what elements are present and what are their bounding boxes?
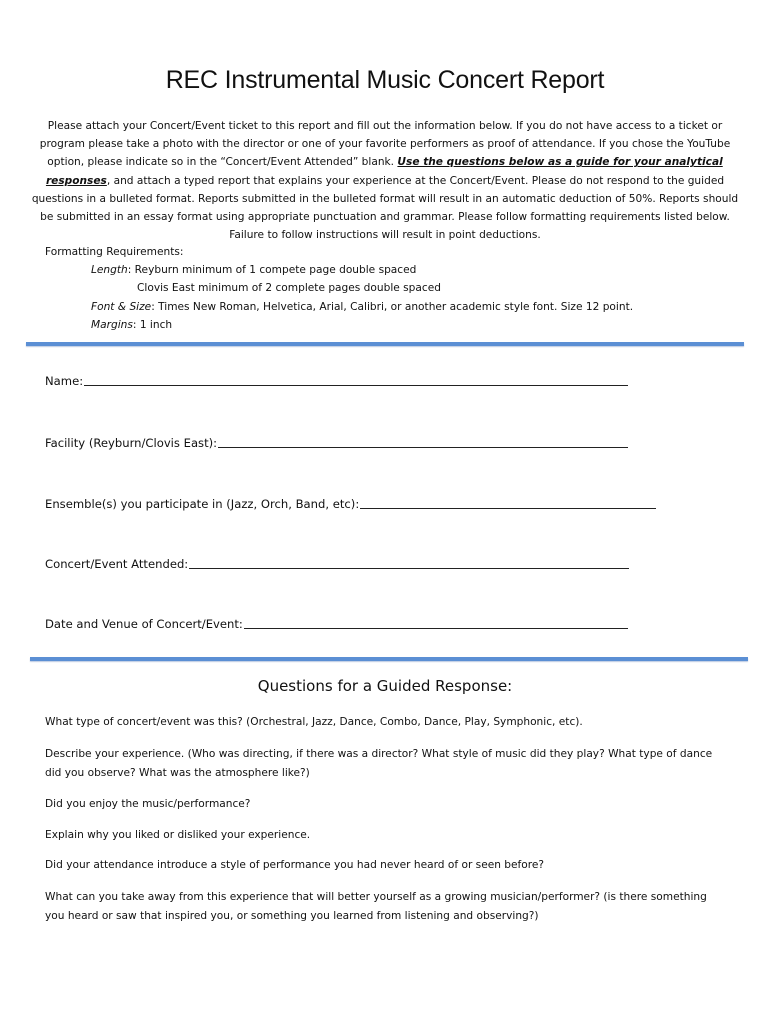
- font-label: Font & Size: [91, 300, 152, 313]
- font-text: : Times New Roman, Helvetica, Arial, Calibri, or another academic style font. Size 12 point.: [151, 300, 634, 313]
- length-label: Length: [91, 264, 128, 277]
- margins-text: : 1 inch: [132, 318, 173, 331]
- question-2: Describe your experience. (Who was directing, if there was a director? What style of music did they play? What type of dance did you observe? What was the atmosphere like?): [45, 748, 713, 779]
- length-requirement: [45, 261, 633, 279]
- formatting-requirements: [45, 243, 633, 334]
- facility-field[interactable]: [45, 436, 628, 450]
- page-title: REC Instrumental Music Concert Report: [165, 66, 605, 94]
- question-5: Did your attendance introduce a style of performance you had never heard of or seen before?: [45, 859, 545, 871]
- divider-bottom: [30, 657, 748, 661]
- name-blank[interactable]: [84, 374, 628, 386]
- date-venue-label: Date and Venue of Concert/Event:: [45, 617, 243, 631]
- question-3: Did you enjoy the music/performance?: [45, 798, 251, 810]
- event-attended-blank[interactable]: [189, 557, 629, 569]
- instructions-text-1: Please attach your Concert/Event ticket to this report and fill out the information below. If you do not have access to a ticket or program please take a photo with the director or one of your favorite performers as proof of attendance. If you chose the YouTube option, please indicate so in the “Concert/Event Attended” blank.: [39, 120, 731, 169]
- ensemble-label: Ensemble(s) you participate in (Jazz, Orch, Band, etc):: [45, 497, 360, 511]
- name-label: Name:: [45, 374, 84, 388]
- divider-top: [26, 342, 744, 346]
- length-reyburn: : Reyburn minimum of 1 compete page double spaced: [127, 264, 417, 277]
- margins-requirement: [45, 316, 633, 334]
- event-attended-field[interactable]: [45, 557, 629, 571]
- question-4: Explain why you liked or disliked your experience.: [45, 829, 311, 841]
- facility-blank[interactable]: [218, 436, 628, 448]
- date-venue-blank[interactable]: [244, 617, 628, 629]
- question-1: What type of concert/event was this? (Orchestral, Jazz, Dance, Combo, Dance, Play, Symphonic, etc).: [45, 716, 583, 728]
- questions-heading: Questions for a Guided Response:: [257, 677, 513, 695]
- instructions-emphasis: Use the questions below as a guide for your analytical responses: [45, 156, 723, 187]
- question-6: What can you take away from this experience that will better yourself as a growing musician/performer? (is there something you heard or saw that inspired you, or something you learned from listening and observing?): [45, 891, 707, 922]
- length-clovis: Clovis East minimum of 2 complete pages double spaced: [137, 282, 441, 295]
- event-attended-label: Concert/Event Attended:: [45, 557, 189, 571]
- font-requirement: [45, 298, 633, 316]
- facility-label: Facility (Reyburn/Clovis East):: [45, 436, 218, 450]
- instructions-paragraph: [30, 117, 740, 244]
- instructions-text-2: , and attach a typed report that explains your experience at the Concert/Event. Please do not respond to the guided questions in a bulleted format. Reports submitted in the bulleted format will result in an automatic deduction of 50%. Reports should be submitted in an essay format using appropriate punctuation and grammar. Please follow formatting requirements listed below. Failure to follow instructions will result in point deductions.: [31, 174, 739, 242]
- ensemble-field[interactable]: [45, 497, 656, 511]
- name-field[interactable]: [45, 374, 628, 388]
- formatting-heading: Formatting Requirements:: [45, 246, 184, 258]
- ensemble-blank[interactable]: [360, 497, 656, 509]
- date-venue-field[interactable]: [45, 617, 628, 631]
- margins-label: Margins: [91, 318, 133, 331]
